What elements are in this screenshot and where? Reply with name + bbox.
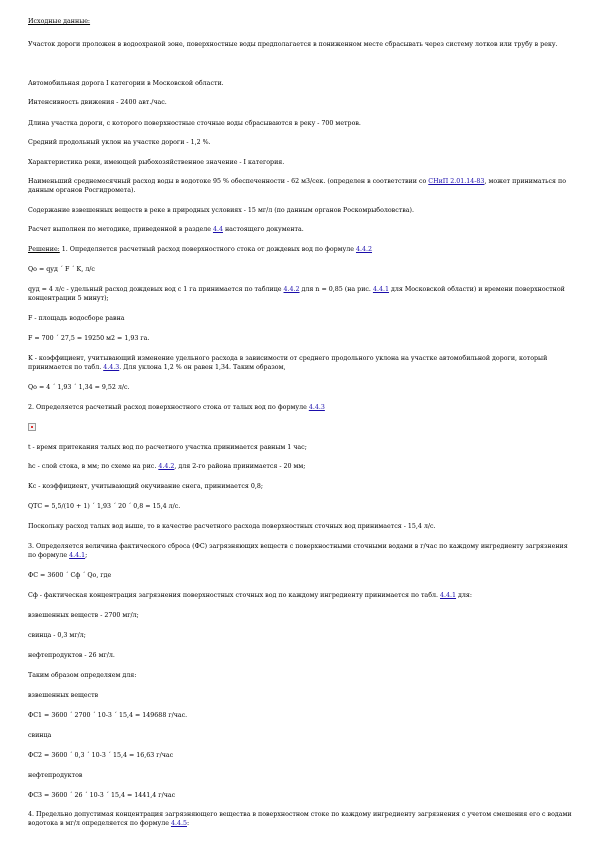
paragraph-Cf: Сф - фактическая концентрация загрязнения поверхностных сточных вод по каждому ингредиенту принимается по табл. 4.4.1 для: — [28, 592, 473, 599]
formula-Qo: Qо = 4 ´ 1,93 ´ 1,34 = 9,52 л/с. — [28, 384, 130, 391]
paragraph-Kc: Kс - коэффициент, учитывающий окучивание снега, принимается 0,8; — [28, 483, 263, 490]
paragraph-intensity: Интенсивность движения - 2400 авт./час. — [28, 99, 167, 106]
formula-link[interactable]: 4.4.3 — [308, 404, 325, 411]
table-link[interactable]: 4.4.2 — [283, 286, 300, 293]
paragraph-K: K - коэффициент, учитывающий изменение удельного расхода в зависимости от среднего продольного уклона на участке автомобильной дороги, который принимается по табл. 4.4.3. Для уклона 1,2 % он равен 1,34. Таким образом, — [28, 355, 548, 371]
section-heading: Исходные данные: — [28, 18, 91, 25]
paragraph-intro: Участок дороги проложен в водоохраной зоне, поверхностные воды предполагается в пониженном месте сбрасывать через систему лотков или трубу в реку. — [28, 41, 558, 48]
item-lead: свинца - 0,3 мг/л; — [28, 632, 86, 639]
table-link[interactable]: 4.4.1 — [440, 592, 457, 599]
paragraph-step3: 3. Определяется величина фактического сброса (ФС) загрязняющих веществ с поверхностными сточными водами в г/час по каждому ингредиенту загрязнения по формуле 4.4.1; — [28, 543, 568, 559]
label-oil: нефтепродуктов — [28, 772, 83, 779]
snip-link[interactable]: СНиП 2.01.14-83 — [428, 178, 485, 185]
paragraph-suspended: Содержание взвешенных веществ в реке в природных условиях - 15 мг/л (по данным органов Роскомрыболовства). — [28, 207, 414, 214]
item-oil: нефтепродуктов - 26 мг/л. — [28, 652, 115, 659]
label-lead: свинца — [28, 732, 52, 739]
formula-F: F = 700 ´ 27,5 = 19250 м2 = 1,93 га. — [28, 335, 150, 342]
table-link[interactable]: 4.4.3 — [103, 363, 120, 371]
formula-link[interactable]: 4.4.5 — [170, 819, 187, 827]
item-suspended: взвешенных веществ - 2700 мг/л; — [28, 612, 139, 619]
paragraph-slope: Средний продольный уклон на участке дороги - 1,2 %. — [28, 139, 211, 146]
formula-QTC: QТС = 5,5/(10 + 1) ´ 1,93 ´ 20 ´ 0,8 = 15,4 л/с. — [28, 503, 181, 510]
section-link[interactable]: 4.4 — [212, 226, 223, 233]
paragraph-solution: Решение: 1. Определяется расчетный расход поверхностного стока от дождевых вод по формуле 4.4.2 — [28, 246, 373, 253]
paragraph-qud: qуд = 4 л/с - удельный расход дождевых вод с 1 га принимается по таблице 4.4.2 для n = 0,85 (на рис. 4.4.1 для Московской области) и времени поверхностной концентрации 5 минут); — [28, 286, 565, 302]
paragraph-hc: hс - слой стока, в мм; по схеме на рис. 4.4.2, для 2-го района принимается - 20 мм; — [28, 463, 306, 470]
paragraph-t: t - время притекания талых вод по расчетного участка принимается равным 1 час; — [28, 444, 307, 451]
paragraph-method: Расчет выполнен по методике, приведенной в разделе 4.4 настоящего документа. — [28, 226, 304, 233]
paragraph-length: Длина участка дороги, с которого поверхностные сточные воды сбрасываются в реку - 700 метров. — [28, 120, 361, 127]
paragraph-step4: 4. Предельно допустимая концентрация загрязняющего вещества в поверхностном стоке по каждому ингредиенту загрязнения с учетом смешения его с водами водотока в мг/л определяется по формуле 4.4.5: — [28, 811, 572, 827]
formula-link[interactable]: 4.4.1 — [69, 551, 86, 559]
paragraph-flow: Наименьший среднемесячный расход воды в водотоке 95 % обеспеченности - 62 м3/сек. (определен в соответствии со СНиП 2.01.14-83, может приниматься по данным органов Росгидромета). — [28, 178, 567, 194]
formula-FS2: ФС2 = 3600 ´ 0,3 ´ 10-3 ´ 15,4 = 16,63 г/час — [28, 752, 174, 759]
figure-link[interactable]: 4.4.1 — [372, 286, 389, 293]
formula-FS: ФС = 3600 ´ Сф ´ Qо, где — [28, 572, 112, 579]
figure-link[interactable]: 4.4.2 — [158, 463, 175, 470]
formula-link[interactable]: 4.4.2 — [355, 246, 373, 253]
formula-FS3: ФС3 = 3600 ´ 26 ´ 10-3 ´ 15,4 = 1441,4 г/час — [28, 792, 176, 799]
formula-FS1: ФС1 = 3600 ´ 2700 ´ 10-3 ´ 15,4 = 149688 г/час. — [28, 712, 188, 719]
paragraph-F: F - площадь водосборе равна — [28, 315, 125, 322]
broken-image-icon — [28, 423, 36, 431]
formula-qo: Qо = qуд ´ F ´ K, л/с — [28, 266, 95, 273]
paragraph-road: Автомобильная дорога I категории в Московской области. — [28, 80, 224, 87]
label-suspended: взвешенных веществ — [28, 692, 99, 699]
paragraph-step2: 2. Определяется расчетный расход поверхностного стока от талых вод по формуле 4.4.3 — [28, 404, 325, 411]
paragraph-since: Поскольку расход талых вод выше, то в качестве расчетного расхода поверхностных сточных вод принимается - 15,4 л/с. — [28, 523, 436, 530]
paragraph-river: Характеристика реки, имеющей рыбохозяйственное значение - I категория. — [28, 159, 285, 166]
paragraph-thus: Таким образом определяем для: — [28, 672, 137, 679]
